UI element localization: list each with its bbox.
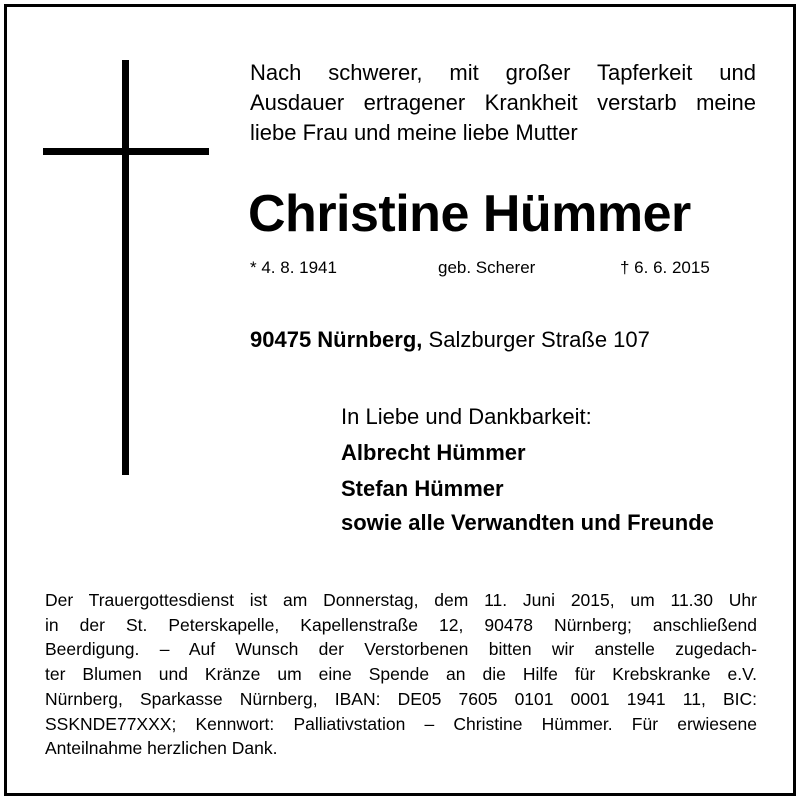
service-line: in der St. Peterskapelle, Kapellenstraße 12, 90478 Nürnberg; anschließend: [45, 614, 757, 635]
mourners-intro: In Liebe und Dankbarkeit:: [341, 404, 592, 429]
service-line: Nürnberg, Sparkasse Nürnberg, IBAN: DE05 7605 0101 0001 1941 11, BIC:: [45, 688, 757, 709]
intro-line: Nach schwerer, mit großer Tapferkeit und: [250, 60, 756, 85]
cross-vertical-bar: [122, 60, 129, 475]
death-date: † 6. 6. 2015: [620, 258, 710, 277]
cross-horizontal-bar: [43, 148, 209, 155]
address: [250, 326, 650, 354]
intro-text: [250, 58, 756, 148]
maiden-name: geb. Scherer: [438, 258, 536, 277]
intro-line: Ausdauer ertragener Krankheit verstarb meine: [250, 90, 756, 115]
service-notice: [45, 588, 757, 761]
service-line: Beerdigung. – Auf Wunsch der Verstorbenen bitten wir anstelle zugedach-: [45, 639, 757, 660]
intro-line: liebe Frau und meine liebe Mutter: [250, 120, 578, 145]
mourner-name: Stefan Hümmer: [341, 476, 504, 501]
service-line: Anteilnahme herzlichen Dank.: [45, 738, 278, 759]
address-city: 90475 Nürnberg,: [250, 327, 423, 352]
birth-date: * 4. 8. 1941: [250, 258, 337, 277]
service-line: Der Trauergottesdienst ist am Donnerstag, dem 11. Juni 2015, um 11.30 Uhr: [45, 590, 757, 610]
mourner-name: sowie alle Verwandten und Freunde: [341, 510, 714, 535]
service-line: SSKNDE77XXX; Kennwort: Palliativstation – Christine Hümmer. Für erwiesene: [45, 713, 757, 734]
deceased-name: Christine Hümmer: [248, 185, 691, 243]
mourner-name: Albrecht Hümmer: [341, 440, 526, 465]
address-street: Salzburger Straße 107: [428, 327, 650, 352]
service-line: ter Blumen und Kränze um eine Spende an die Hilfe für Krebskranke e.V.: [45, 664, 757, 685]
